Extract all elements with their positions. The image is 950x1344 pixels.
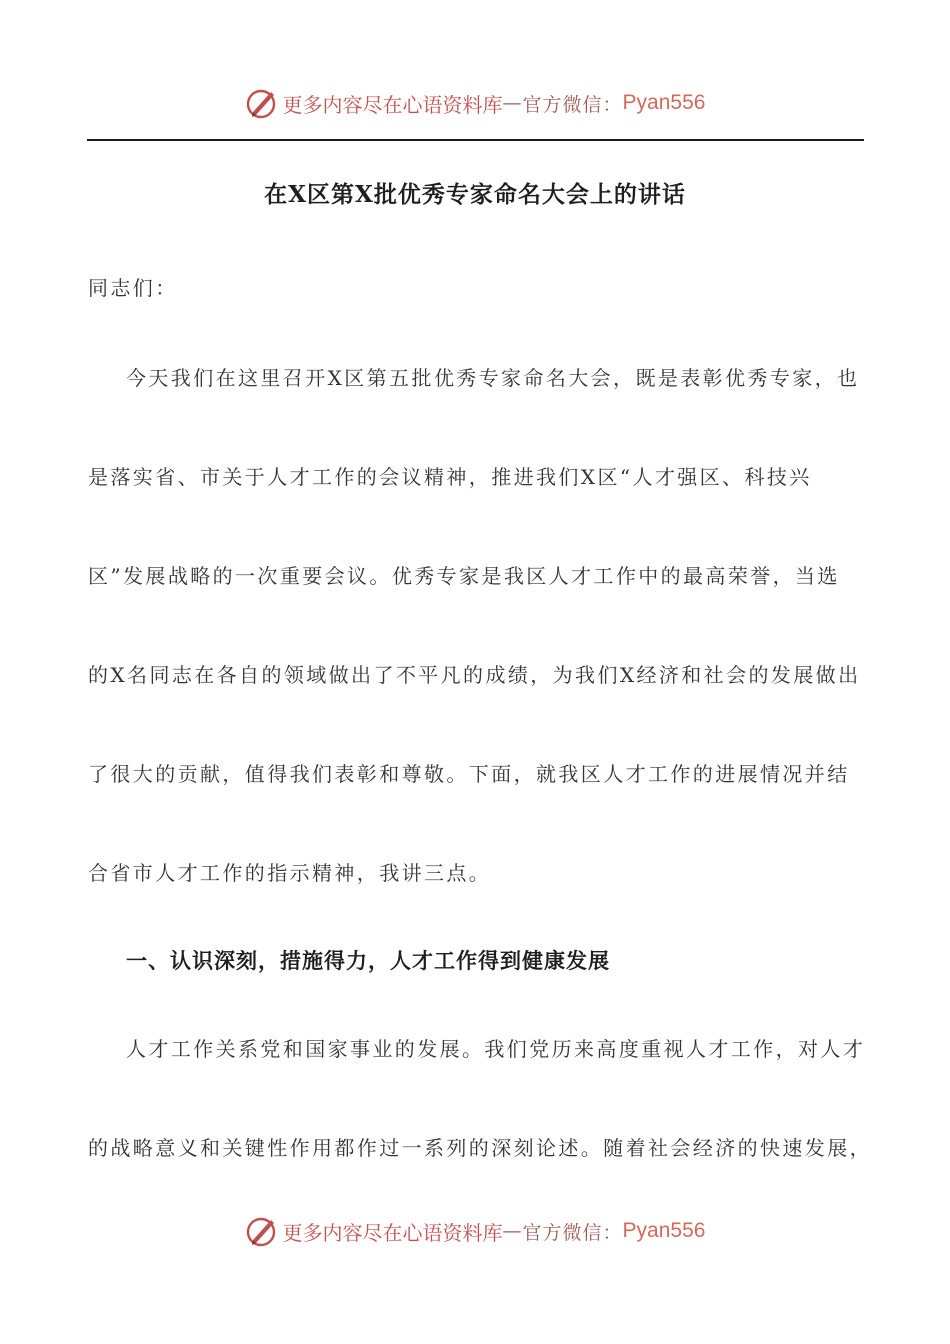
footer-banner xyxy=(0,1211,950,1251)
paragraph-line-2: 是落实省、市关于人才工作的会议精神，推进我们X区“人才强区、科技兴 xyxy=(88,465,812,489)
salutation: 同志们： xyxy=(88,276,178,300)
document-title: 在X区第X批优秀专家命名大会上的讲话 xyxy=(264,181,686,208)
paragraph-line-4: 的X名同志在各自的领域做出了不平凡的成绩，为我们X经济和社会的发展做出 xyxy=(88,663,861,687)
section-line-2: 的战略意义和关键性作用都作过一系列的深刻论述。随着社会经济的快速发展， xyxy=(88,1136,872,1160)
banner-main-text: 更多内容尽在心语资料库 xyxy=(282,1220,503,1245)
banner-wechat-id: Pyan556 xyxy=(622,91,706,114)
paragraph-line-1: 今天我们在这里召开X区第五批优秀专家命名大会，既是表彰优秀专家，也 xyxy=(126,366,860,390)
banner-main-text: 更多内容尽在心语资料库 xyxy=(282,92,503,117)
pen-logo-icon xyxy=(245,1214,279,1248)
banner-wechat-id: Pyan556 xyxy=(622,1219,706,1242)
paragraph-line-5: 了很大的贡献，值得我们表彰和尊敬。下面，就我区人才工作的进展情况并结 xyxy=(88,762,850,786)
banner-sub-text: 官方微信： xyxy=(522,1221,623,1244)
header-banner xyxy=(0,83,950,123)
paragraph-line-3: 区”发展战略的一次重要会议。优秀专家是我区人才工作中的最高荣誉，当选 xyxy=(88,564,840,588)
header-divider xyxy=(87,139,864,141)
banner-sub-text: 官方微信： xyxy=(522,93,623,116)
paragraph-line-6: 合省市人才工作的指示精神，我讲三点。 xyxy=(88,861,492,885)
section-heading: 一、认识深刻，措施得力，人才工作得到健康发展 xyxy=(126,948,610,973)
banner-dash: — xyxy=(502,1220,523,1242)
banner-dash: — xyxy=(502,92,523,114)
pen-logo-icon xyxy=(245,86,279,120)
section-line-1: 人才工作关系党和国家事业的发展。我们党历来高度重视人才工作，对人才 xyxy=(126,1037,866,1061)
